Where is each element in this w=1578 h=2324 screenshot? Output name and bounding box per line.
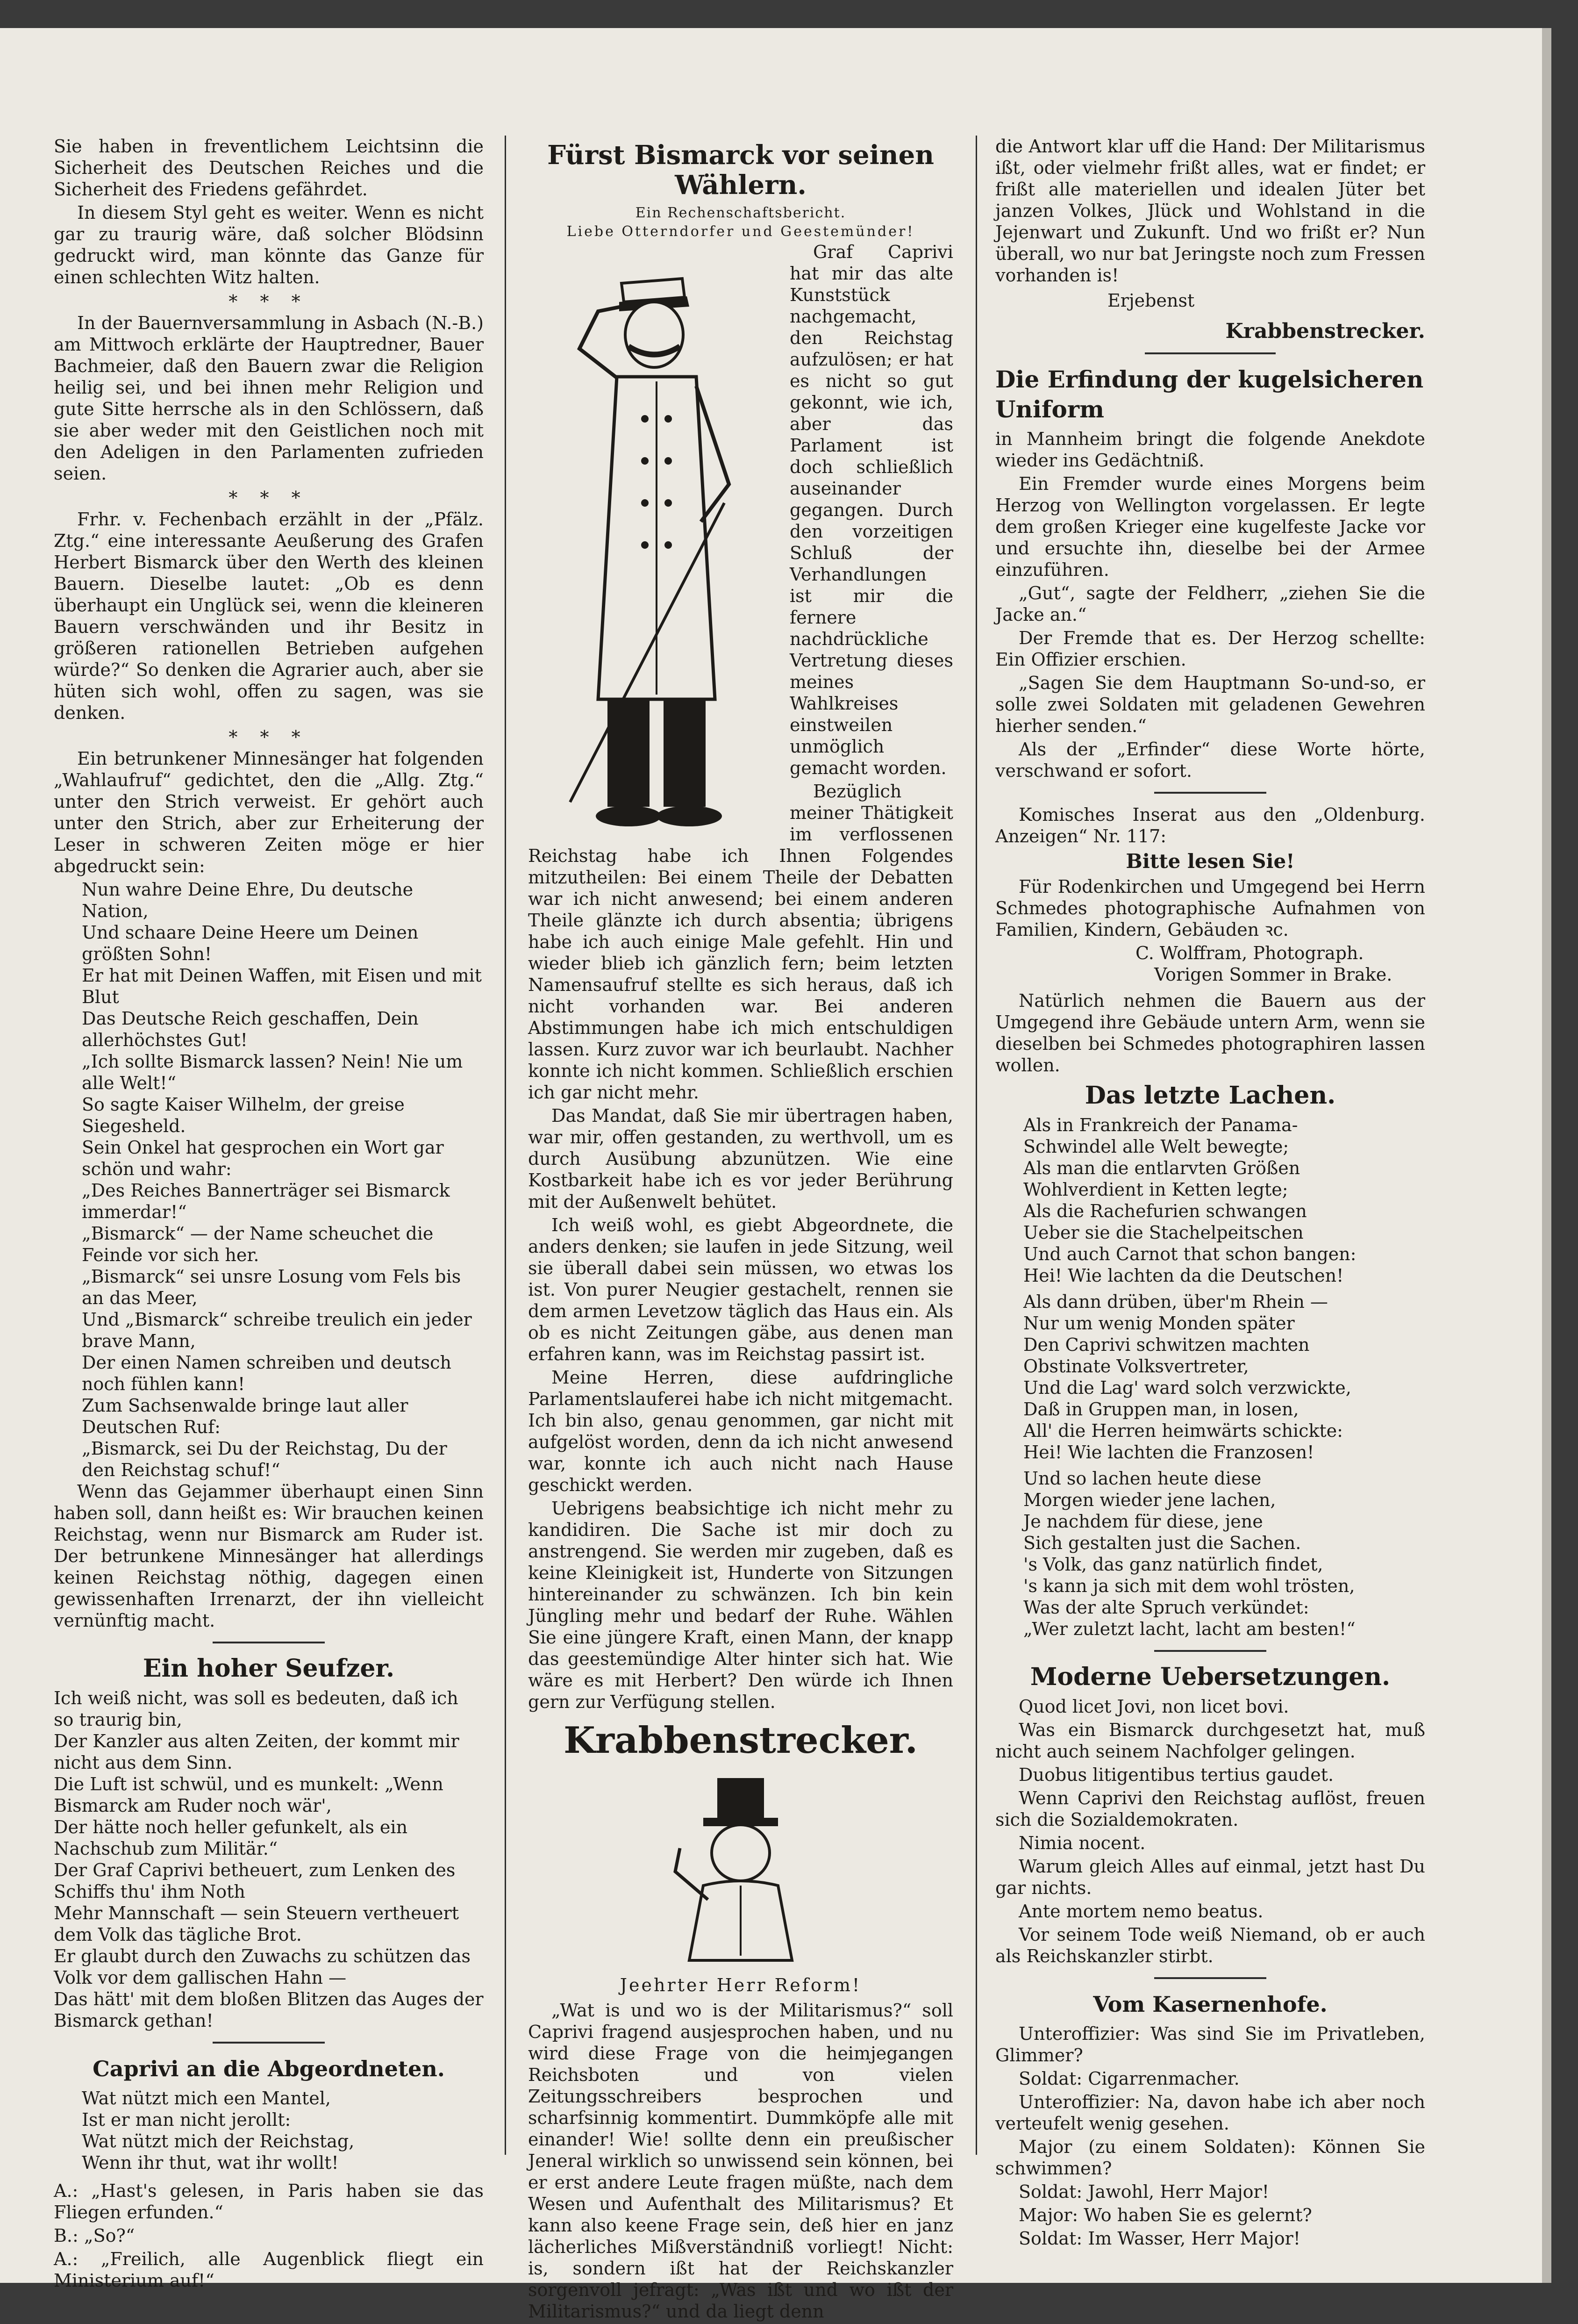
heading-uniform: Die Erfindung der kugelsicheren Uniform bbox=[995, 366, 1424, 423]
dialog-line: Unteroffizier: Was sind Sie im Privatleben, Glimmer? bbox=[995, 2023, 1425, 2066]
heading-seufzer: Ein hoher Seufzer. bbox=[143, 1654, 395, 1683]
paragraph: Ich weiß wohl, es giebt Abgeordnete, die anders denken; sie laufen in jede Sitzung, weil sie überall dabei sein müssen, wo etwas los ist. Von purer Neugier gestachelt, rennen sie dem armen Levetzow täglich das Haus ein. Als ob es nicht Zeitungen gäbe, aus denen man erfahren kann, was im Reichstag passirt ist. bbox=[528, 1215, 953, 1364]
poem-line: Nur um wenig Monden später bbox=[1023, 1313, 1295, 1334]
heading-krabbenstrecker: Krabbenstrecker. bbox=[564, 1719, 918, 1762]
poem-line: Und auch Carnot that schon bangen: bbox=[1023, 1244, 1357, 1264]
column-3 bbox=[995, 136, 1425, 2251]
latin-line: Ante mortem nemo beatus. bbox=[1019, 1901, 1264, 1922]
paragraph: Der Fremde that es. Der Herzog schellte: Ein Offizier erschien. bbox=[995, 628, 1425, 670]
paragraph: Als der „Erfinder“ diese Worte hörte, verschwand er sofort. bbox=[995, 739, 1425, 781]
poem-line: Als die Rachefurien schwangen bbox=[1023, 1201, 1307, 1221]
translation-line: Warum gleich Alles auf einmal, jetzt hast Du gar nichts. bbox=[995, 1856, 1425, 1898]
poem-line: Wat nützt mich der Reichstag, bbox=[82, 2131, 355, 2152]
inserat-signature-2: Vorigen Sommer in Brake. bbox=[1154, 964, 1392, 985]
paragraph: Das Mandat, daß Sie mir übertragen haben, war mir, offen gestanden, zu werthvoll, um es durch Ausübung abzunützen. Wie eine Kostbarkeit habe ich es vor jeder Berührung mit der Außenwelt behütet. bbox=[528, 1105, 953, 1212]
poem-line: Als man die entlarvten Größen bbox=[1023, 1158, 1300, 1178]
poem-line: Und so lachen heute diese bbox=[1023, 1468, 1262, 1489]
poem-line: „Bismarck, sei Du der Reichstag, Du der den Reichstag schuf!“ bbox=[82, 1438, 447, 1480]
poem-line: Was der alte Spruch verkündet: bbox=[1023, 1597, 1309, 1618]
paragraph: Meine Herren, diese aufdringliche Parlamentslauferei habe ich nicht mitgemacht. Ich bin also, genau genommen, gar nicht mit aufgelöst worden, denn da ich nicht anwesend war, konnte ich auch nicht nach Hause geschickt werden. bbox=[528, 1367, 953, 1495]
poem-line: „Bismarck“ — der Name scheuchet die Feinde vor sich her. bbox=[82, 1223, 434, 1265]
section-stars: * * * bbox=[228, 291, 309, 312]
heading-lachen: Das letzte Lachen. bbox=[1085, 1081, 1336, 1110]
dialog-line: Soldat: Im Wasser, Herr Major! bbox=[1019, 2228, 1301, 2249]
poem-line: „Bismarck“ sei unsre Losung vom Fels bis an das Meer, bbox=[82, 1266, 461, 1308]
poem-line: „Ich sollte Bismarck lassen? Nein! Nie um alle Welt!“ bbox=[82, 1051, 463, 1093]
poem-line: Zum Sachsenwalde bringe laut aller Deutschen Ruf: bbox=[82, 1395, 408, 1437]
poem-seufzer bbox=[54, 1687, 484, 2031]
paragraph: Ein Fremder wurde eines Morgens beim Herzog von Wellington vorgelassen. Er legte dem großen Krieger eine kugelfeste Jacke vor und ersuchte ihn, dieselbe bei der Armee einzuführen. bbox=[995, 473, 1425, 580]
paragraph: Graf Caprivi hat mir das alte Kunststück nachgemacht, den Reichstag aufzulösen; er hat es nicht so gut gekonnt, wie ich, aber das Parlament ist doch schließlich auseinander gegangen. Durch den vorzeitigen Schluß der Verhandlungen ist mir die fernere nachdrückliche Vertretung dieses meines Wahlkreises einstweilen unmöglich gemacht worden. bbox=[790, 242, 953, 778]
dialog-line: Soldat: Jawohl, Herr Major! bbox=[1019, 2181, 1269, 2202]
latin-line: Nimia nocent. bbox=[1019, 1833, 1146, 1853]
letter-closing: Erjebenst bbox=[1107, 290, 1195, 311]
section-rule bbox=[213, 2042, 325, 2044]
poem-line: Sein Onkel hat gesprochen ein Wort gar schön und wahr: bbox=[82, 1137, 444, 1179]
paragraph: Frhr. v. Fechenbach erzählt in der „Pfälz. Ztg.“ eine interessante Aeußerung des Grafen Herbert Bismarck über den Werth des kleinen Bauern. Dieselbe lautet: „Ob es denn überhaupt ein Unglück sei, wenn die kleineren Bauern verschwänden und ihr Besitz in größeren rationellen Betrieben aufgehen würde?“ So denken die Agrarier auch, aber sie hüten sich wohl, offen zu sagen, was sie denken. bbox=[54, 509, 484, 723]
column-divider-1 bbox=[505, 136, 506, 2155]
paragraph: In diesem Styl geht es weiter. Wenn es nicht gar zu traurig wäre, daß solcher Blödsinn gedruckt wird, man könnte das Ganze für einen schlechten Witz halten. bbox=[54, 202, 484, 287]
poem-line: Hei! Wie lachten die Franzosen! bbox=[1023, 1442, 1314, 1463]
poem-line: Daß in Gruppen man, in losen, bbox=[1023, 1399, 1299, 1420]
krabbenstrecker-illustration bbox=[647, 1769, 834, 1965]
newspaper-page bbox=[0, 28, 1542, 2322]
poem-line: Als in Frankreich der Panama- bbox=[1023, 1115, 1298, 1135]
column-divider-2 bbox=[976, 136, 977, 2155]
poem-line: „Wer zuletzt lacht, lacht am besten!“ bbox=[1023, 1619, 1356, 1639]
poem-line: Nun wahre Deine Ehre, Du deutsche Nation, bbox=[82, 879, 414, 921]
subtitle: Ein Rechenschaftsbericht. bbox=[635, 205, 846, 221]
inserat-heading: Bitte lesen Sie! bbox=[1126, 850, 1295, 873]
poem-line: Je nachdem für diese, jene bbox=[1023, 1511, 1263, 1532]
poem-wahlaufruf bbox=[54, 879, 484, 1481]
poem-caprivi bbox=[54, 2087, 484, 2173]
poem-line: Das hätt' mit dem bloßen Blitzen das Auges der Bismarck gethan! bbox=[54, 1989, 484, 2031]
salutation: Liebe Otterndorfer und Geestemünder! bbox=[566, 223, 915, 240]
latin-line: Duobus litigentibus tertius gaudet. bbox=[1019, 1765, 1334, 1785]
poem-line: So sagte Kaiser Wilhelm, der greise Siegesheld. bbox=[82, 1094, 405, 1136]
heading-kasernenhof: Vom Kasernenhofe. bbox=[1093, 1992, 1328, 2017]
paragraph: Wenn das Gejammer überhaupt einen Sinn haben soll, dann heißt es: Wir brauchen keinen Reichstag, wenn nur Bismarck am Ruder ist. Der betrunkene Minnesänger hat allerdings keinen Reichstag nöthig, dagegen einen gewissenhaften Irrenarzt, der ihn vielleicht vernünftig macht. bbox=[54, 1481, 484, 1631]
poem-line: Sich gestalten just die Sachen. bbox=[1023, 1533, 1301, 1553]
section-rule bbox=[1145, 352, 1276, 354]
paragraph: Natürlich nehmen die Bauern aus der Umgegend ihre Gebäude untern Arm, wenn sie dieselben bei Schmedes photographiren lassen wollen. bbox=[995, 990, 1425, 1076]
poem-line: Obstinate Volksvertreter, bbox=[1023, 1356, 1249, 1377]
poem-line: Schwindel alle Welt bewegte; bbox=[1023, 1136, 1289, 1157]
paragraph: Sie haben in freventlichem Leichtsinn die Sicherheit des Deutschen Reiches und die Sicherheit des Friedens gefährdet. bbox=[54, 136, 484, 200]
poem-line: Den Caprivi schwitzen machten bbox=[1023, 1334, 1310, 1355]
poem-line: Wat nützt mich een Mantel, bbox=[82, 2088, 331, 2109]
poem-line: „Des Reiches Bannerträger sei Bismarck immerdar!“ bbox=[82, 1180, 450, 1222]
dialog-line: A.: „Freilich, alle Augenblick fliegt ein Ministerium auf!“ bbox=[54, 2249, 484, 2291]
paragraph: In der Bauernversammlung in Asbach (N.-B.) am Mittwoch erklärte der Hauptredner, Bauer Bachmeier, daß den Bauern zwar die Religion heilig sei, und bei ihnen mehr Religion und gute Sitte herrsche als in den Schlössern, daß sie aber weder mit den Geistlichen noch mit den Adeligen in den Parlamenten zufrieden seien. bbox=[54, 313, 484, 484]
dialog-line: Unteroffizier: Na, davon habe ich aber noch verteufelt wenig gesehen. bbox=[995, 2092, 1425, 2134]
poem-line: Ist er man nicht jerollt: bbox=[82, 2109, 291, 2130]
translation-line: Vor seinem Tode weiß Niemand, ob er auch als Reichskanzler stirbt. bbox=[995, 1924, 1425, 1966]
inserat-signature: C. Wolffram, Photograph. bbox=[1135, 943, 1364, 963]
poem-line: 's Volk, das ganz natürlich findet, bbox=[1023, 1554, 1323, 1575]
paragraph: „Sagen Sie dem Hauptmann So-und-so, er solle zwei Soldaten mit geladenen Gewehren hierher senden.“ bbox=[995, 673, 1425, 736]
paragraph: Ein betrunkener Minnesänger hat folgenden „Wahlaufruf“ gedichtet, den die „Allg. Ztg.“ unter den Strich verweist. Er gehört auch unter den Strich, aber zur Erheiterung der Leser in schweren Zeiten möge er hier abgedruckt sein: bbox=[54, 748, 484, 876]
dialog-line: A.: „Hast's gelesen, in Paris haben sie das Fliegen erfunden.“ bbox=[54, 2181, 484, 2223]
poem-line: Das Deutsche Reich geschaffen, Dein allerhöchstes Gut! bbox=[82, 1008, 419, 1050]
paragraph: Bezüglich meiner Thätigkeit im verflossenen Reichstag habe ich Ihnen Folgendes mitzutheilen: Bei einem Theile der Debatten war ich nicht anwesend; bei einem anderen Theile glänzte ich durch absentia; übrigens habe ich auch einige Male gefehlt. Hin und wieder blieb ich gänzlich fern; beim letzten Namensaufruf stellte es sich heraus, daß ich nicht vorhanden war. Bei anderen Abstimmungen habe ich mich entschuldigen lassen. Kurz zuvor war ich beurlaubt. Nachher konnte ich nicht kommen. Schließlich erschien ich gar nicht mehr. bbox=[528, 781, 953, 1103]
poem-line: Hei! Wie lachten da die Deutschen! bbox=[1023, 1265, 1344, 1286]
paragraph: „Gut“, sagte der Feldherr, „ziehen Sie die Jacke an.“ bbox=[995, 583, 1425, 625]
dialog-line: Soldat: Cigarrenmacher. bbox=[1019, 2068, 1240, 2089]
section-rule bbox=[213, 1642, 325, 1643]
poem-line: Ueber sie die Stachelpeitschen bbox=[1023, 1222, 1304, 1243]
inserat-body: Für Rodenkirchen und Umgegend bei Herrn Schmedes photographische Aufnahmen von Familien, Kindern, Gebäuden ꝛc. bbox=[995, 876, 1425, 940]
poem-line: Wohlverdient in Ketten legte; bbox=[1023, 1179, 1288, 1200]
section-rule bbox=[1154, 1977, 1266, 1979]
poem-line: Der Kanzler aus alten Zeiten, der kommt mir nicht aus dem Sinn. bbox=[54, 1731, 459, 1773]
letter-salutation: Jeehrter Herr Reform! bbox=[620, 1975, 862, 1995]
bismarck-illustration bbox=[528, 241, 780, 839]
poem-lachen bbox=[995, 1114, 1425, 1640]
paragraph: Komisches Inserat aus den „Oldenburg. Anzeigen“ Nr. 117: bbox=[995, 804, 1425, 846]
poem-line: All' die Herren heimwärts schickte: bbox=[1023, 1420, 1343, 1441]
poem-line: Der Graf Caprivi betheuert, zum Lenken des Schiffs thu' ihm Noth bbox=[54, 1860, 456, 1902]
section-rule bbox=[1154, 792, 1266, 794]
translation-line: Wenn Caprivi den Reichstag auflöst, freuen sich die Sozialdemokraten. bbox=[995, 1788, 1425, 1830]
poem-line: 's kann ja sich mit dem wohl trösten, bbox=[1023, 1576, 1355, 1596]
latin-line: Quod licet Jovi, non licet bovi. bbox=[1019, 1696, 1289, 1717]
dialog-line: Major: Wo haben Sie es gelernt? bbox=[1019, 2205, 1312, 2225]
poem-line: Er glaubt durch den Zuwachs zu schützen das Volk vor dem gallischen Hahn — bbox=[54, 1946, 471, 1988]
heading-moderne: Moderne Uebersetzungen. bbox=[1030, 1663, 1391, 1691]
dialog-line: B.: „So?“ bbox=[54, 2225, 135, 2246]
poem-line: Die Luft ist schwül, und es munkelt: „Wenn Bismarck am Ruder noch wär', bbox=[54, 1774, 443, 1816]
poem-line: Morgen wieder jene lachen, bbox=[1023, 1490, 1276, 1510]
section-stars: * * * bbox=[228, 727, 309, 747]
poem-line: Als dann drüben, über'm Rhein — bbox=[1023, 1291, 1328, 1312]
heading-caprivi: Caprivi an die Abgeordneten. bbox=[93, 2056, 445, 2081]
poem-line: Und schaare Deine Heere um Deinen größten Sohn! bbox=[82, 922, 419, 964]
paragraph: die Antwort klar uff die Hand: Der Militarismus ißt, oder vielmehr frißt alles, wat er findet; er frißt alle materiellen und idealen Jüter bet janzen Volkes, Jlück und Wohlstand in die Jejenwart und Zukunft. Und wo frißt er? Nun überall, wo nur bat Jeringste noch zum Fressen vorhanden is! bbox=[995, 136, 1425, 286]
section-stars: * * * bbox=[228, 488, 309, 508]
paragraph: in Mannheim bringt die folgende Anekdote wieder ins Gedächtniß. bbox=[995, 429, 1425, 471]
poem-line: Wenn ihr thut, wat ihr wollt! bbox=[82, 2152, 339, 2173]
column-2 bbox=[528, 136, 953, 2324]
poem-line: Ich weiß nicht, was soll es bedeuten, daß ich so traurig bin, bbox=[54, 1688, 458, 1730]
column-1 bbox=[54, 136, 484, 2293]
poem-line: Und die Lag' ward solch verzwickte, bbox=[1023, 1377, 1351, 1398]
poem-line: Er hat mit Deinen Waffen, mit Eisen und mit Blut bbox=[82, 965, 482, 1007]
poem-line: Mehr Mannschaft — sein Steuern vertheuert dem Volk das tägliche Brot. bbox=[54, 1903, 459, 1945]
dialog-line: Major (zu einem Soldaten): Können Sie schwimmen? bbox=[995, 2137, 1425, 2179]
translation-line: Was ein Bismarck durchgesetzt hat, muß nicht auch seinem Nachfolger gelingen. bbox=[995, 1720, 1425, 1762]
poem-line: Der hätte noch heller gefunkelt, als ein Nachschub zum Militär.“ bbox=[54, 1817, 408, 1859]
heading-bismarck: Fürst Bismarck vor seinen Wählern. bbox=[547, 140, 934, 201]
paragraph: Uebrigens beabsichtige ich nicht mehr zu kandidiren. Die Sache ist mir doch zu anstrengend. Sie werden mir zugeben, daß es keine Kleinigkeit ist, Hunderte von Sitzungen hintereinander zu schwänzen. Ich bin kein Jüngling mehr und bedarf der Ruhe. Wählen Sie eine jüngere Kraft, einen Mann, der knapp das geestemündige Alter hinter sich hat. Wie wäre es mit Herbert? Den würde ich Ihnen gern zur Verfügung stellen. bbox=[528, 1498, 953, 1712]
signature: Krabbenstrecker. bbox=[1225, 319, 1425, 343]
paragraph: „Wat is und wo is der Militarismus?“ soll Caprivi fragend ausjesprochen haben, und nu wird diese Frage von die heimjegangen Reichsboten und von vielen Zeitungsschreibers besprochen und scharfsinnig kommentirt. Dummköpfe alle mit einander! Wie! sollte denn ein preußischer Jeneral wirklich so unwissend sein können, bei er erst andere Leute fragen müßte, nach dem Wesen und Aufenthalt des Militarismus? Et kann also keene Frage sein, deß hier en janz lächerliches Mißverständniß vorliegt! Nicht: is, sondern ißt hat der Reichskanzler sorgenvoll jefragt: „Was ißt und wo ißt der Militarismus?“ und da liegt denn bbox=[528, 2000, 953, 2322]
section-rule bbox=[1154, 1650, 1266, 1652]
poem-line: Und „Bismarck“ schreibe treulich ein jeder brave Mann, bbox=[82, 1309, 472, 1351]
poem-line: Der einen Namen schreiben und deutsch noch fühlen kann! bbox=[82, 1352, 451, 1394]
